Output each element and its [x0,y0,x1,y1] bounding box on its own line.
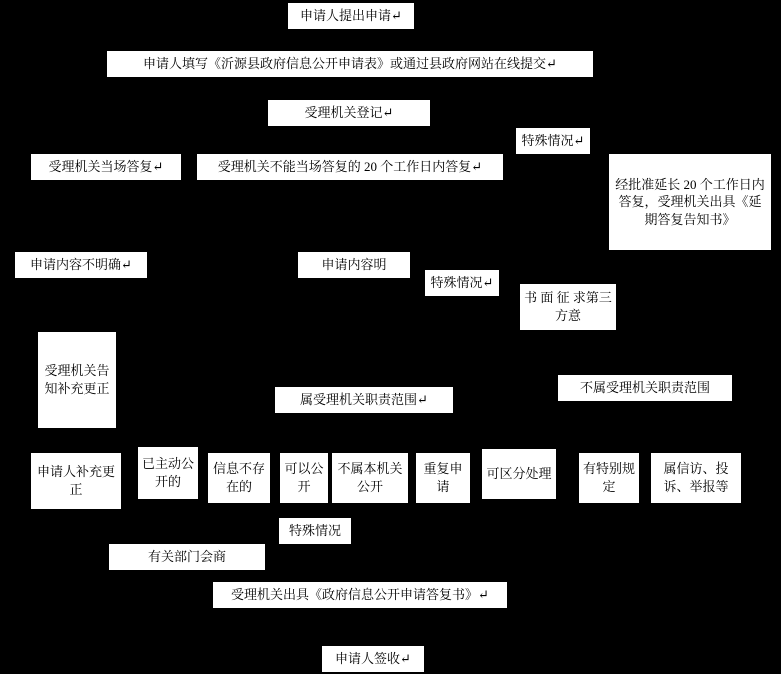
flow-node-n14: 不属受理机关职责范围 [557,374,733,402]
flow-node-n2: 申请人填写《沂源县政府信息公开申请表》或通过县政府网站在线提交↵ [106,50,594,78]
flow-node-n21: 可区分处理 [481,448,557,500]
flow-node-n3: 受理机关登记↵ [267,99,431,127]
flow-node-n6: 受理机关不能当场答复的 20 个工作日内答复↵ [196,153,504,181]
flow-node-n4: 特殊情况↵ [515,127,591,155]
flow-node-n16: 已主动公开的 [137,446,199,500]
flow-node-n19: 不属本机关公开 [331,452,409,504]
flow-node-n12: 受理机关告知补充更正 [37,331,117,429]
flow-node-n25: 有关部门会商 [108,543,266,571]
flow-node-n1: 申请人提出申请↵ [287,2,415,30]
flow-node-n11: 书 面 征 求第三方意 [519,283,617,331]
flow-node-n24: 特殊情况 [278,517,352,545]
flow-node-n27: 申请人签收↵ [321,645,425,673]
flow-node-n17: 信息不存在的 [207,452,271,504]
flow-node-n5: 受理机关当场答复↵ [30,153,182,181]
flow-node-n23: 属信访、投诉、举报等 [650,452,742,504]
flow-node-n8: 申请内容不明确↵ [14,251,148,279]
flow-node-n18: 可以公开 [279,452,329,504]
flow-node-n10: 特殊情况↵ [424,269,500,297]
flow-node-n9: 申请内容明 [297,251,411,279]
flow-node-n22: 有特别规定 [578,452,640,504]
flow-node-n13: 属受理机关职责范围↵ [274,386,454,414]
flow-node-n7: 经批准延长 20 个工作日内答复，受理机关出具《延期答复告知书》 [608,153,772,251]
flow-node-n20: 重复申请 [415,452,471,504]
flow-node-n26: 受理机关出具《政府信息公开申请答复书》↵ [212,581,508,609]
flow-node-n15: 申请人补充更正 [30,452,122,510]
